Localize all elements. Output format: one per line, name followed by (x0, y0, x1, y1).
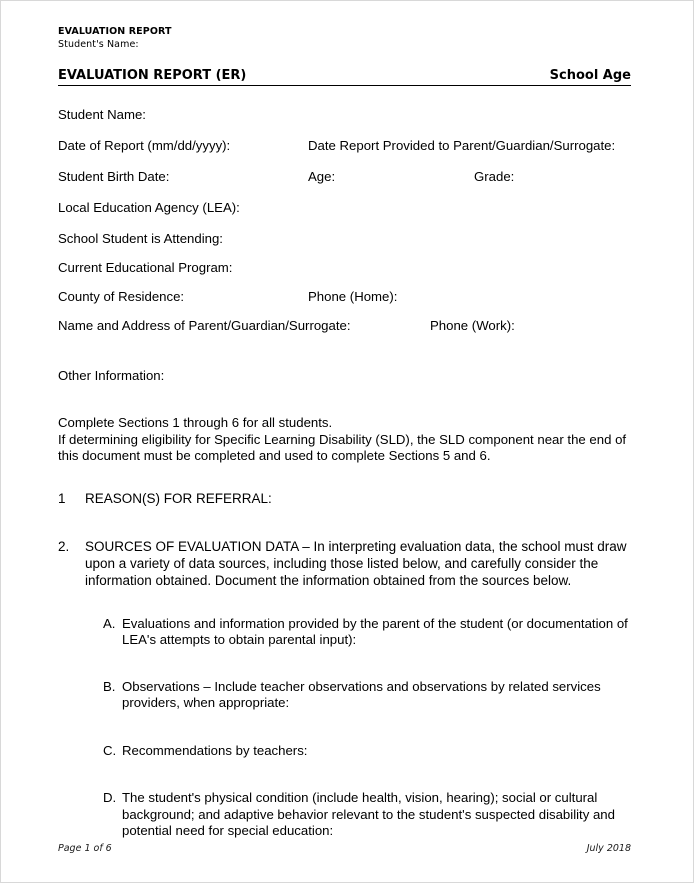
section-2-number: 2. (58, 538, 70, 554)
row-parent-address (58, 318, 634, 347)
section-2-heading: SOURCES OF EVALUATION DATA – In interpreting evaluation data, the school must draw upon a variety of data sources, including those listed below, and carefully consider the information obtained. Document the information obtained from the sources below. (85, 538, 627, 588)
section-2 (58, 538, 634, 589)
subitem-b-letter: B. (103, 678, 116, 694)
county-label: County of Residence: (58, 289, 185, 304)
parent-address-label: Name and Address of Parent/Guardian/Surrogate: (58, 318, 351, 333)
page-content (58, 26, 634, 840)
row-student-name (58, 107, 634, 138)
current-program-label: Current Educational Program: (58, 260, 233, 275)
row-county (58, 289, 634, 318)
title-bar-age-category: School Age (549, 68, 631, 83)
section-2-subitem-c (103, 743, 634, 760)
subitem-c-text: Recommendations by teachers: (122, 742, 308, 758)
age-label: Age: (308, 169, 336, 184)
grade-label: Grade: (474, 169, 515, 184)
running-header (58, 26, 634, 51)
instructions-line-2: If determining eligibility for Specific Learning Disability (SLD), the SLD component near the end of this document must be completed and used to complete Sections 5 and 6. (58, 431, 627, 463)
section-1-number: 1 (58, 490, 66, 506)
subitem-c-letter: C. (103, 742, 117, 758)
school-attending-label: School Student is Attending: (58, 231, 223, 246)
section-2-subitem-a (103, 616, 634, 649)
footer-revision-date: July 2018 (586, 843, 631, 854)
instructions-block (58, 415, 634, 465)
subitem-a-letter: A. (103, 615, 116, 631)
student-birth-date-label: Student Birth Date: (58, 169, 170, 184)
section-2-subitem-b (103, 679, 634, 712)
page-title: EVALUATION REPORT (ER) (58, 68, 247, 83)
subitem-a-text: Evaluations and information provided by the parent of the student (or documentation of LEA's attempts to obtain parental input): (122, 615, 628, 647)
running-header-student-name: Student's Name: (58, 38, 139, 50)
phone-work-label: Phone (Work): (430, 318, 515, 333)
row-lea (58, 200, 634, 231)
running-header-title: EVALUATION REPORT (58, 26, 172, 37)
phone-home-label: Phone (Home): (308, 289, 398, 304)
date-provided-label: Date Report Provided to Parent/Guardian/Surrogate: (308, 138, 616, 153)
page-footer (58, 843, 631, 854)
other-information-label: Other Information: (58, 368, 165, 383)
row-birth-date (58, 169, 634, 200)
other-information-row (58, 368, 634, 384)
row-current-program (58, 260, 634, 289)
lea-label: Local Education Agency (LEA): (58, 200, 240, 215)
footer-page-number: Page 1 of 6 (58, 843, 112, 854)
row-date-of-report (58, 138, 634, 169)
subitem-d-letter: D. (103, 790, 117, 805)
section-1 (58, 490, 634, 507)
subitem-b-text: Observations – Include teacher observations and observations by related services providers, when appropriate: (122, 678, 601, 710)
row-school-attending (58, 231, 634, 260)
student-information-block (58, 107, 634, 347)
section-1-heading: REASON(S) FOR REFERRAL: (85, 490, 272, 506)
report-title-bar (58, 68, 631, 86)
subitem-d-text: The student's physical condition (include health, vision, hearing); social or cultural background; and adaptive behavior relevant to the student's suspected disability and potential need for special education: (122, 790, 615, 838)
student-name-label: Student Name: (58, 107, 146, 122)
date-of-report-label: Date of Report (mm/dd/yyyy): (58, 138, 231, 153)
section-2-subitem-d (103, 790, 634, 840)
instructions-line-1: Complete Sections 1 through 6 for all students. (58, 415, 333, 430)
